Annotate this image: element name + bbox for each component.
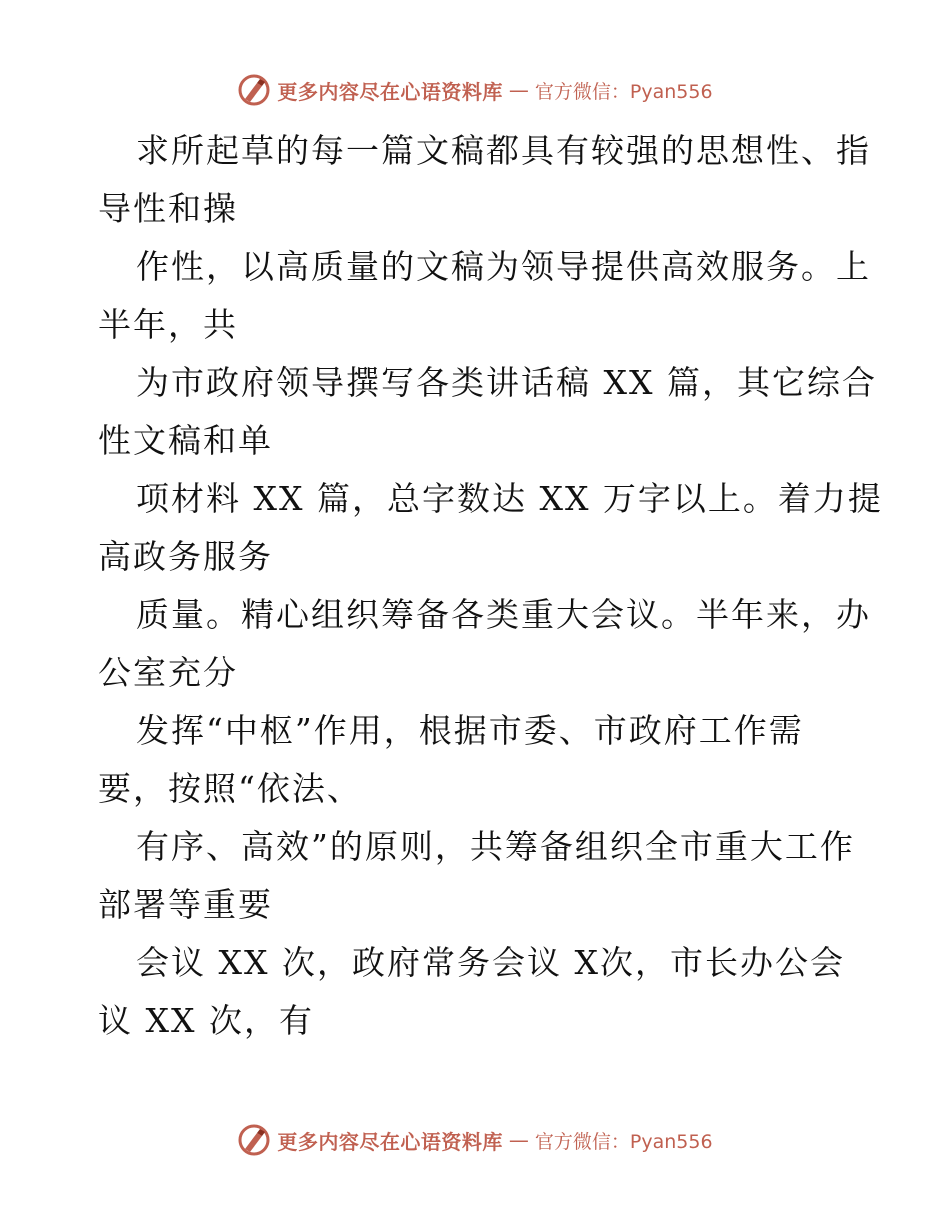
text-line-4: 半年，共	[98, 305, 238, 344]
text-line-9: 质量。精心组织筹备各类重大会议。半年来，办	[136, 595, 871, 634]
text-line-7: 项材料 XX 篇，总字数达 XX 万字以上。着力提	[136, 479, 883, 518]
text-line-8: 高政务服务	[98, 537, 273, 576]
footer-dash: —	[508, 1128, 529, 1152]
text-line-11: 发挥“中枢”作用，根据市委、市政府工作需	[136, 711, 804, 750]
header-dash: —	[508, 78, 529, 102]
text-line-13: 有序、高效”的原则，共筹备组织全市重大工作	[136, 827, 855, 866]
text-line-6: 性文稿和单	[98, 421, 273, 460]
text-line-15: 会议 XX 次，政府常务会议 X次，市长办公会	[136, 943, 845, 982]
text-line-14: 部署等重要	[98, 885, 273, 924]
footer-banner	[0, 1120, 950, 1160]
text-line-2: 导性和操	[98, 189, 238, 228]
text-line-1: 求所起草的每一篇文稿都具有较强的思想性、指	[136, 131, 871, 170]
header-site-text: 更多内容尽在心语资料库	[277, 79, 503, 104]
header-banner	[0, 70, 950, 110]
header-wechat-text: 官方微信：Pyan556	[534, 80, 713, 103]
pen-logo-icon	[237, 73, 271, 107]
footer-wechat-text: 官方微信：Pyan556	[534, 1130, 713, 1153]
text-line-12: 要，按照“依法、	[98, 769, 362, 808]
footer-site-text: 更多内容尽在心语资料库	[277, 1129, 503, 1154]
text-line-10: 公室充分	[98, 653, 238, 692]
pen-logo-icon	[237, 1123, 271, 1157]
document-body	[98, 122, 883, 1050]
text-line-16: 议 XX 次，有	[98, 1001, 314, 1040]
text-line-5: 为市政府领导撰写各类讲话稿 XX 篇，其它综合	[136, 363, 877, 402]
text-line-3: 作性，以高质量的文稿为领导提供高效服务。上	[136, 247, 871, 286]
